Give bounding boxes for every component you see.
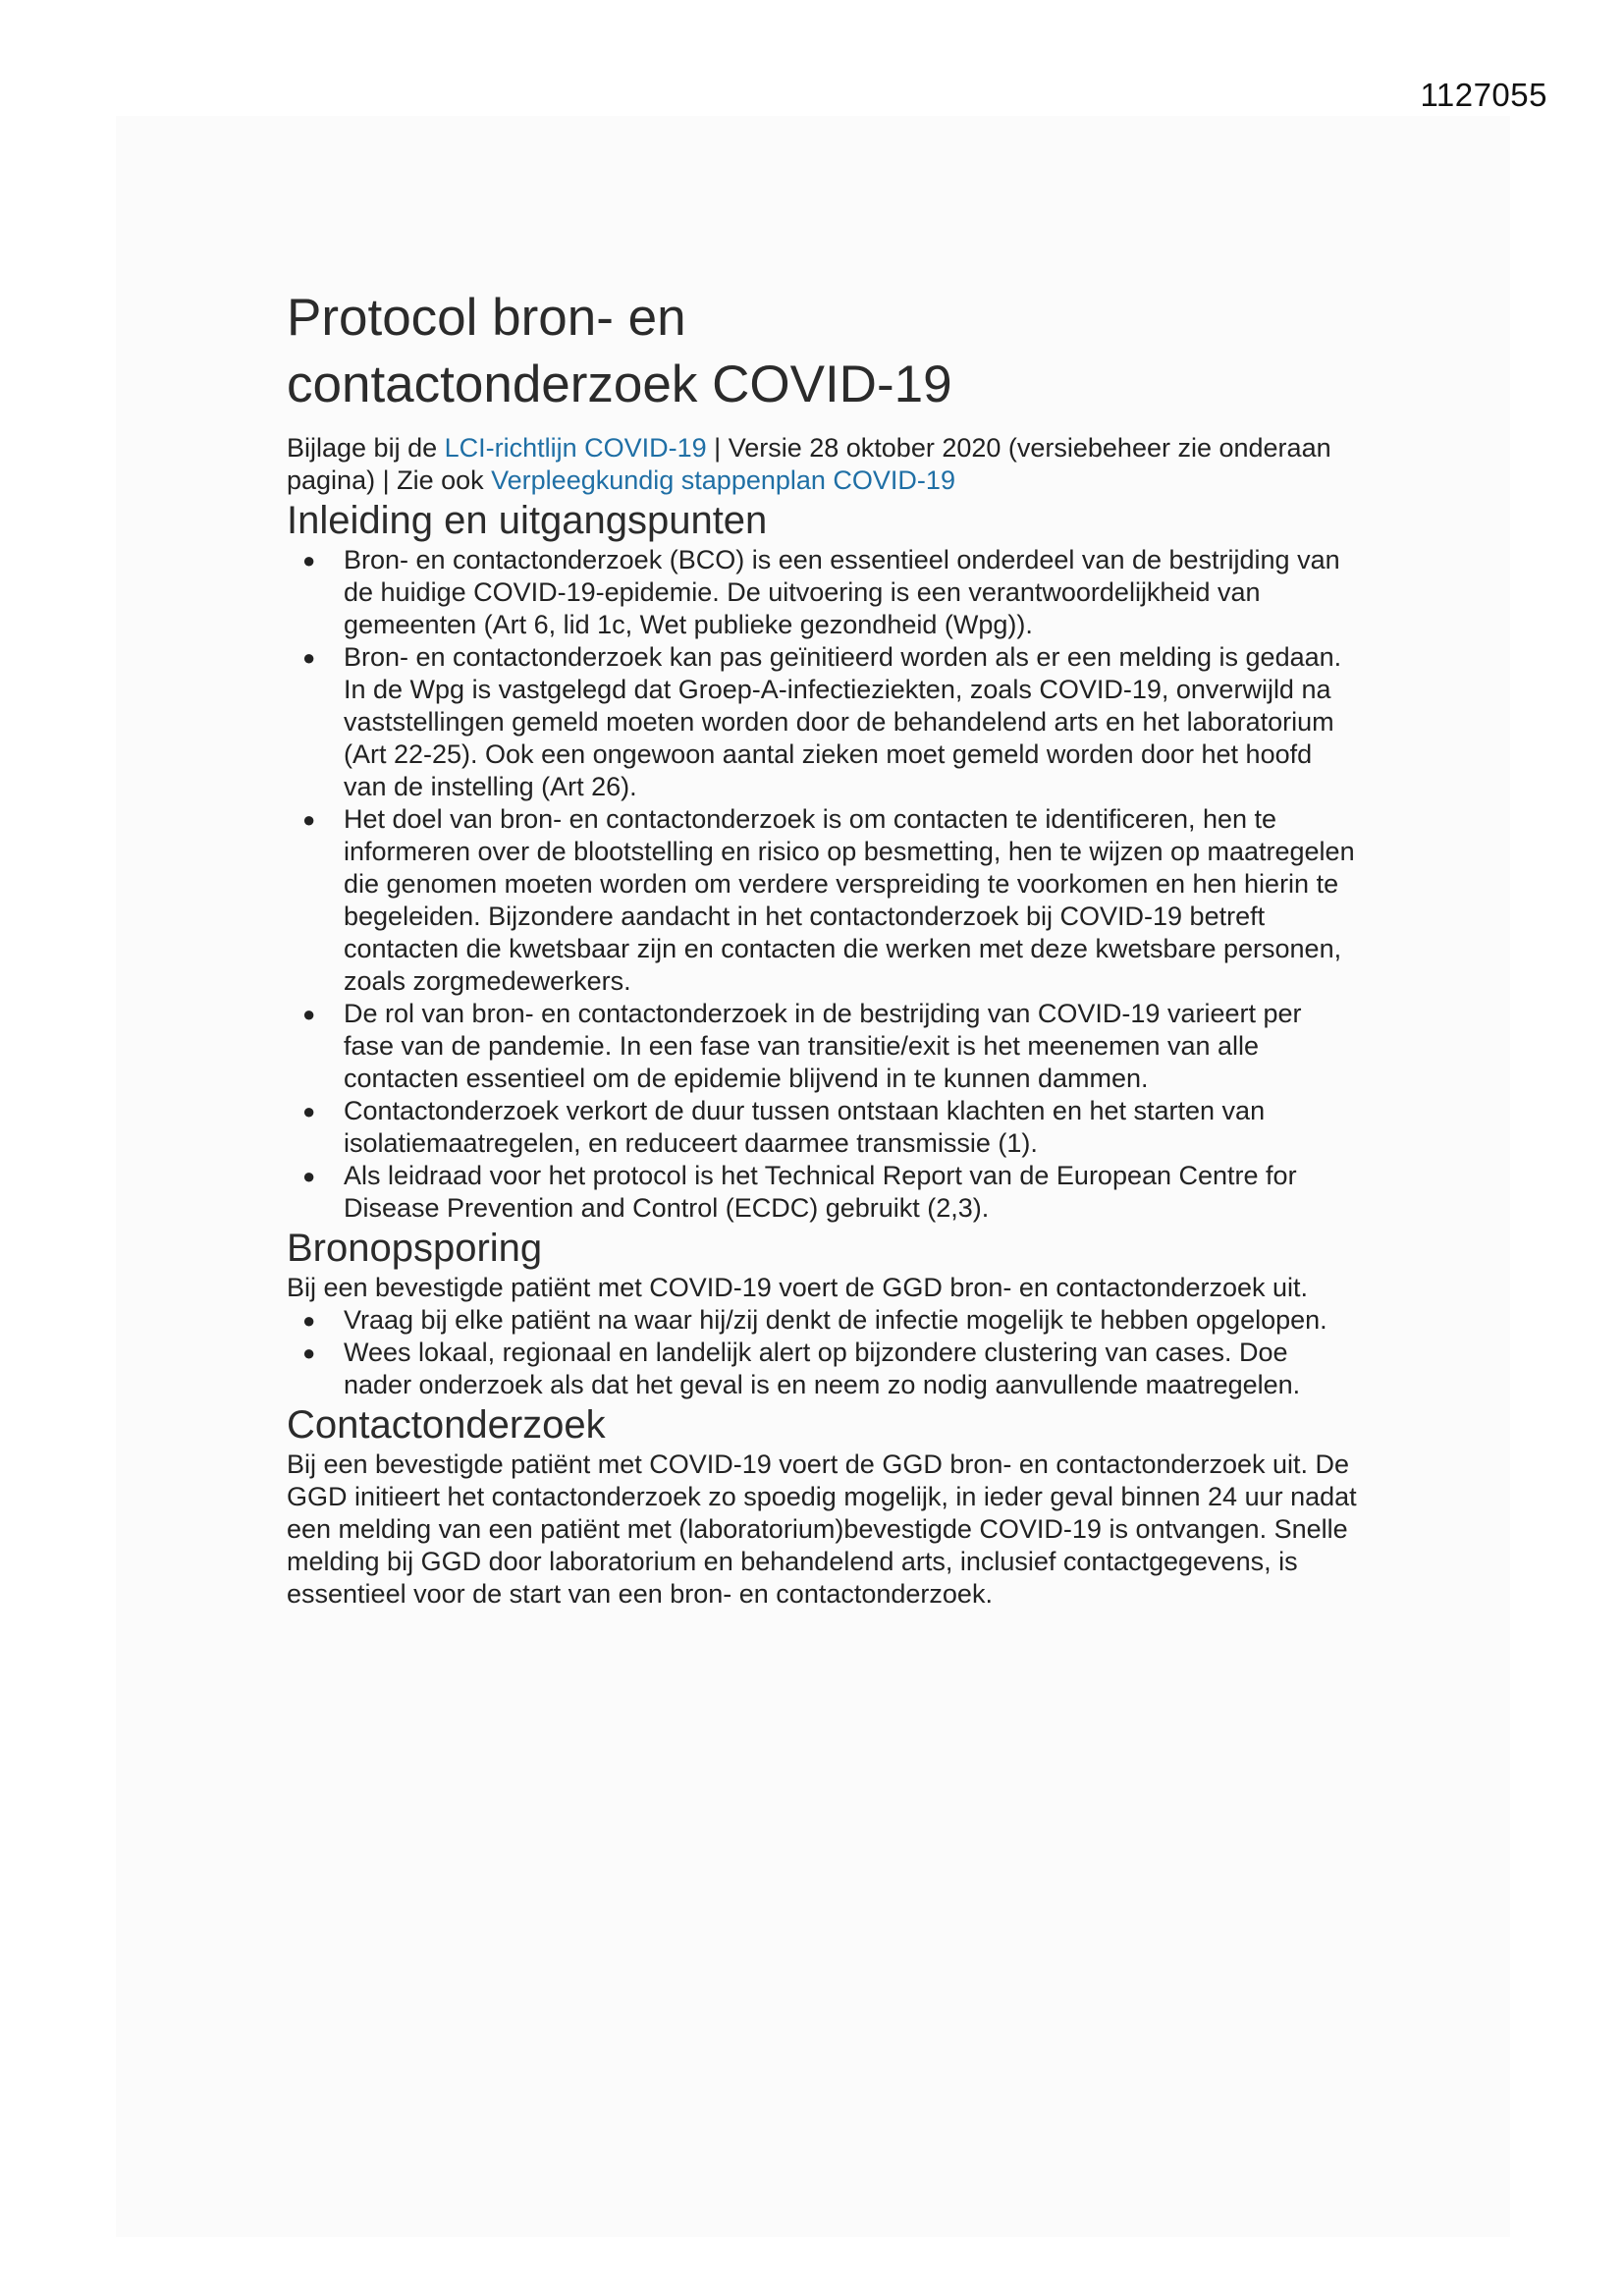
list-item xyxy=(287,544,1357,641)
document-id: 1127055 xyxy=(1420,77,1547,113)
heading-inleiding: Inleiding en uitgangspunten xyxy=(287,499,768,542)
list-item-text: Het doel van bron- en contactonderzoek is om contacten te identificeren, hen te informeren over de blootstelling en risico op besmetting, hen te wijzen op maatregelen die genomen moeten worden om verdere verspreiding te voorkomen en hen hierin te begeleiden. Bijzondere aandacht in het contactonderzoek bij COVID-19 betreft contacten die kwetsbaar zijn en contacten die werken met deze kwetsbare personen, zoals zorgmedewerkers. xyxy=(344,804,1355,996)
heading-contactonderzoek: Contactonderzoek xyxy=(287,1403,606,1447)
stappenplan-link[interactable]: Verpleegkundig stappenplan COVID-19 xyxy=(491,465,955,495)
page-title xyxy=(287,285,1357,418)
subtitle-middle: | Versie 28 oktober 2020 (versiebeheer zie onderaan pagina) | Zie ook xyxy=(287,433,1331,495)
contactonderzoek-paragraph: Bij een bevestigde patiënt met COVID-19 voert de GGD bron- en contactonderzoek uit. De GGD initieert het contactonderzoek zo spoedig mogelijk, in ieder geval binnen 24 uur nadat een melding van een patiënt met (laboratorium)bevestigde COVID-19 is ontvangen. Snelle melding bij GGD door laboratorium en behandelend arts, inclusief contactgegevens, is essentieel voor de start van een bron- en contactonderzoek. xyxy=(287,1449,1357,1609)
list-item-text: Als leidraad voor het protocol is het Technical Report van de European Centre for Disease Prevention and Control (ECDC) gebruikt (2,3). xyxy=(344,1161,1297,1223)
lci-richtlijn-link[interactable]: LCI-richtlijn COVID-19 xyxy=(444,433,707,463)
bullet-icon: ● xyxy=(302,1099,316,1123)
title-line-2: contactonderzoek COVID-19 xyxy=(287,355,952,413)
list-item-text: Bron- en contactonderzoek (BCO) is een essentieel onderdeel van de bestrijding van de huidige COVID-19-epidemie. De uitvoering is een verantwoordelijkheid van gemeenten (Art 6, lid 1c, Wet publieke gezondheid (Wpg)). xyxy=(344,545,1340,639)
bullet-icon: ● xyxy=(302,1308,316,1333)
subtitle xyxy=(287,432,1357,497)
intro-list xyxy=(287,544,1357,1225)
list-item-text: Vraag bij elke patiënt na waar hij/zij denkt de infectie mogelijk te hebben opgelopen. xyxy=(344,1305,1327,1335)
list-item xyxy=(287,1304,1357,1337)
bronopsporing-paragraph: Bij een bevestigde patiënt met COVID-19 voert de GGD bron- en contactonderzoek uit. xyxy=(287,1273,1309,1302)
bullet-icon: ● xyxy=(302,1340,316,1365)
title-line-1: Protocol bron- en xyxy=(287,289,686,347)
list-item xyxy=(287,1337,1357,1401)
bullet-icon: ● xyxy=(302,807,316,832)
list-item-text: Wees lokaal, regionaal en landelijk alert op bijzondere clustering van cases. Doe nader onderzoek als dat het geval is en neem zo nodig aanvullende maatregelen. xyxy=(344,1338,1301,1399)
list-item-text: Contactonderzoek verkort de duur tussen ontstaan klachten en het starten van isolatiemaatregelen, en reduceert daarmee transmissie (1). xyxy=(344,1096,1266,1158)
list-item-text: De rol van bron- en contactonderzoek in de bestrijding van COVID-19 varieert per fase van de pandemie. In een fase van transitie/exit is het meenemen van alle contacten essentieel om de epidemie blijvend in te kunnen dammen. xyxy=(344,999,1302,1093)
bullet-icon: ● xyxy=(302,1164,316,1188)
bronopsporing-list xyxy=(287,1304,1357,1401)
list-item xyxy=(287,641,1357,803)
list-item-text: Bron- en contactonderzoek kan pas geïnitieerd worden als er een melding is gedaan. In de Wpg is vastgelegd dat Groep-A-infectieziekten, zoals COVID-19, onverwijld na vaststellingen gemeld moeten worden door de behandelend arts en het laboratorium (Art 22-25). Ook een ongewoon aantal zieken moet gemeld worden door het hoofd van de instelling (Art 26). xyxy=(344,642,1342,801)
list-item xyxy=(287,803,1357,998)
list-item xyxy=(287,1095,1357,1160)
list-item xyxy=(287,1160,1357,1225)
document-content xyxy=(287,285,1357,1611)
list-item xyxy=(287,998,1357,1095)
bullet-icon: ● xyxy=(302,645,316,670)
heading-bronopsporing: Bronopsporing xyxy=(287,1227,543,1270)
bullet-icon: ● xyxy=(302,548,316,573)
bullet-icon: ● xyxy=(302,1002,316,1026)
subtitle-prefix: Bijlage bij de xyxy=(287,433,445,463)
